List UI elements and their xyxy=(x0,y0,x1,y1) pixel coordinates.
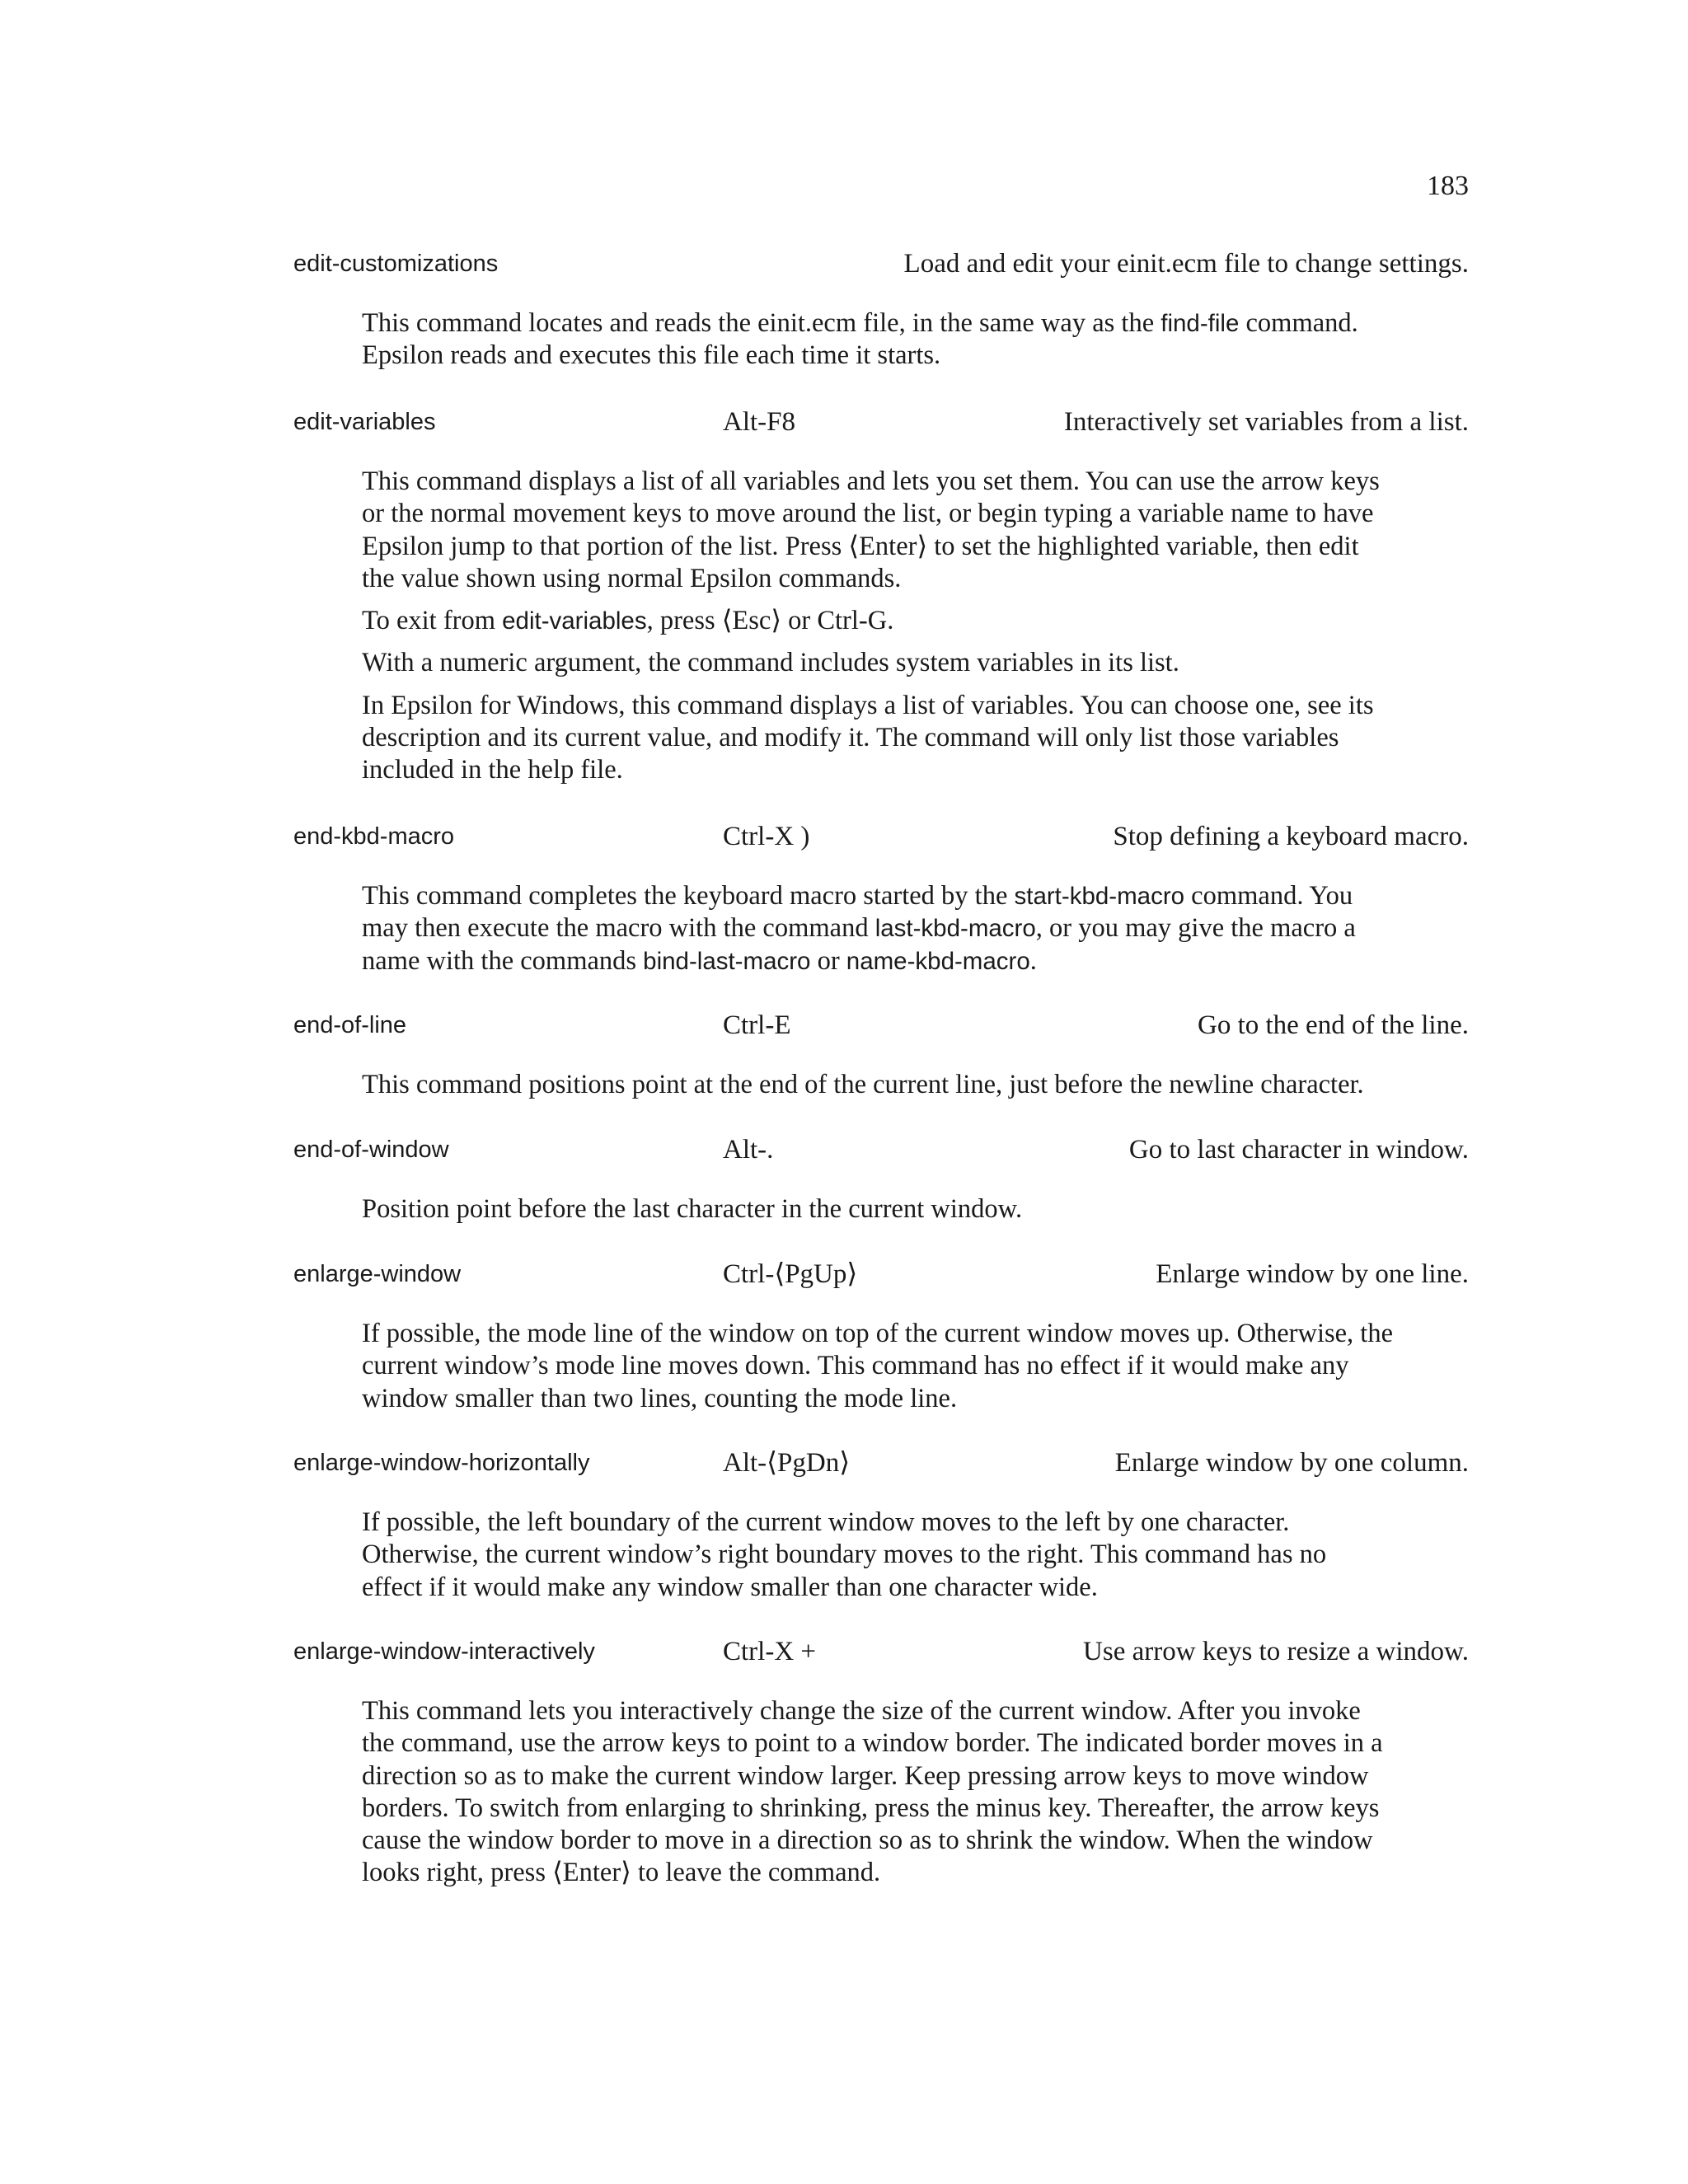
entry-description xyxy=(362,1695,1400,1890)
command-entry xyxy=(293,1257,1469,1425)
command-name: enlarge-window-horizontally xyxy=(293,1450,590,1476)
command-name: end-kbd-macro xyxy=(293,823,455,850)
entry-header xyxy=(293,405,1469,438)
text-run: With a numeric argument, the command includes system variables in its list. xyxy=(362,648,1179,678)
entry-description xyxy=(362,1193,1400,1226)
text-run: This command lets you interactively change the size of the current window. After you invoke the command, use the arrow keys to point to a window border. The indicated border moves in a direction so as to make the current window larger. Keep pressing arrow keys to move window borders. To switch from enlarging to shrinking, press the minus key. Thereafter, the arrow keys cause the window border to move in a direction so as to shrink the window. When the window looks right, press ⟨Enter⟩ to leave the command. xyxy=(362,1696,1383,1888)
paragraph xyxy=(362,1695,1400,1890)
command-reference: name-kbd-macro xyxy=(846,947,1030,975)
command-reference: bind-last-macro xyxy=(643,947,811,975)
key-binding: Alt-⟨PgDn⟩ xyxy=(723,1448,851,1478)
entry-description xyxy=(362,466,1400,787)
command-name: end-of-line xyxy=(293,1012,407,1038)
entry-description xyxy=(362,880,1400,977)
command-entry xyxy=(293,1132,1469,1235)
command-summary: Load and edit your einit.ecm file to change settings. xyxy=(903,249,1469,279)
page-number: 183 xyxy=(1427,171,1469,201)
text-run: This command positions point at the end of the current line, just before the newline character. xyxy=(362,1070,1364,1099)
paragraph xyxy=(362,1507,1400,1604)
entry-header xyxy=(293,1008,1469,1041)
command-entry xyxy=(293,405,1469,797)
key-binding: Ctrl-E xyxy=(723,1010,791,1040)
command-summary: Interactively set variables from a list. xyxy=(1063,407,1469,437)
command-reference: find-file xyxy=(1160,310,1240,337)
text-run: command. You may then execute the macro with the command xyxy=(362,881,1353,944)
paragraph xyxy=(362,605,1400,637)
command-summary: Go to the end of the line. xyxy=(1197,1010,1469,1040)
entry-header xyxy=(293,1634,1469,1667)
entry-header xyxy=(293,1257,1469,1290)
text-run: To exit from xyxy=(362,606,503,636)
entry-description xyxy=(362,1069,1400,1101)
paragraph xyxy=(362,466,1400,595)
text-run: or xyxy=(810,945,846,976)
text-run: If possible, the left boundary of the current window moves to the left by one character. Otherwise, the current window’s right boundary moves to the right. This command has no effect if it would make any window smaller than one character wide. xyxy=(362,1507,1327,1602)
command-entry xyxy=(293,1008,1469,1111)
entry-header xyxy=(293,819,1469,852)
entry-header xyxy=(293,1132,1469,1165)
key-binding: Ctrl-X ) xyxy=(723,822,810,851)
entry-description xyxy=(362,1507,1400,1604)
key-binding: Alt-F8 xyxy=(723,407,796,437)
text-run: This command completes the keyboard macro started by the xyxy=(362,881,1015,911)
command-entry xyxy=(293,819,1469,987)
command-name: enlarge-window xyxy=(293,1261,462,1287)
paragraph xyxy=(362,1318,1400,1415)
command-entry xyxy=(293,1634,1469,1900)
text-run: . xyxy=(1029,945,1037,976)
command-name: edit-variables xyxy=(293,409,436,435)
command-reference: start-kbd-macro xyxy=(1014,883,1185,910)
command-summary: Enlarge window by one line. xyxy=(1156,1259,1469,1289)
paragraph xyxy=(362,1193,1400,1226)
text-run: If possible, the mode line of the window on top of the current window moves up. Otherwise, the current window’s mode line moves down. This command has no effect if it would make any window smaller than two lines, counting the mode line. xyxy=(362,1319,1393,1413)
command-entry xyxy=(293,1446,1469,1614)
key-binding: Alt-. xyxy=(723,1135,774,1165)
text-run: Position point before the last character in the current window. xyxy=(362,1194,1023,1224)
entry-description xyxy=(362,307,1400,373)
command-name: edit-customizations xyxy=(293,251,499,277)
key-binding: Ctrl-⟨PgUp⟩ xyxy=(723,1259,858,1289)
text-run: This command locates and reads the einit.ecm file, in the same way as the xyxy=(362,308,1161,338)
text-run: command. Epsilon reads and executes this file each time it starts. xyxy=(362,308,1358,371)
command-reference: last-kbd-macro xyxy=(874,915,1036,943)
entry-description xyxy=(362,1318,1400,1415)
paragraph xyxy=(362,647,1400,679)
paragraph xyxy=(362,690,1400,787)
command-summary: Stop defining a keyboard macro. xyxy=(1113,822,1469,851)
paragraph xyxy=(362,880,1400,977)
entry-header xyxy=(293,1446,1469,1479)
paragraph xyxy=(362,307,1400,373)
command-reference: edit-variables xyxy=(502,607,647,635)
command-name: enlarge-window-interactively xyxy=(293,1638,595,1665)
text-run: , press ⟨Esc⟩ or Ctrl-G. xyxy=(646,606,894,636)
text-run: , or you may give the macro a name with the commands xyxy=(362,913,1356,976)
command-entry xyxy=(293,246,1469,382)
text-run: This command displays a list of all variables and lets you set them. You can use the arrow keys or the normal movement keys to move around the list, or begin typing a variable name to have Epsilon jump to that portion of the list. Press ⟨Enter⟩ to set the highlighted variable, then edit the value shown using normal Epsilon commands. xyxy=(362,466,1380,593)
key-binding: Ctrl-X + xyxy=(723,1637,817,1666)
command-summary: Enlarge window by one column. xyxy=(1114,1448,1469,1478)
entry-header xyxy=(293,246,1469,279)
paragraph xyxy=(362,1069,1400,1101)
command-name: end-of-window xyxy=(293,1137,449,1163)
text-run: In Epsilon for Windows, this command displays a list of variables. You can choose one, see its description and its current value, and modify it. The command will only list those variables included in the help file. xyxy=(362,690,1374,785)
command-summary: Use arrow keys to resize a window. xyxy=(1083,1637,1469,1666)
command-summary: Go to last character in window. xyxy=(1128,1135,1469,1165)
